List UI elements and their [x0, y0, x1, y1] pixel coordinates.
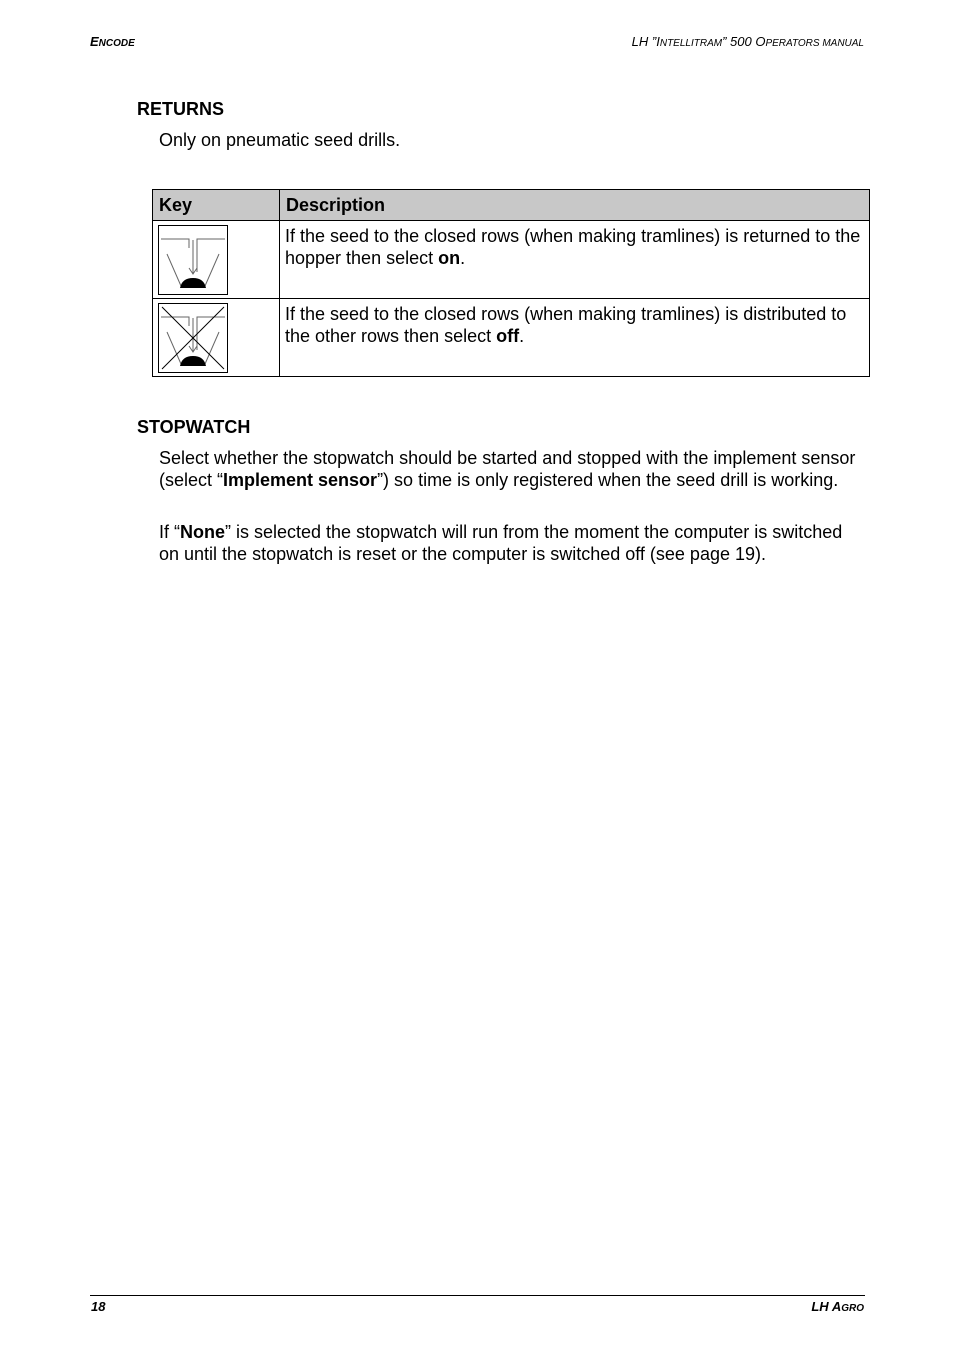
- key-cell: [153, 299, 280, 377]
- stopwatch-paragraph-2: If “None” is selected the stopwatch will run from the moment the computer is switched on until the stopwatch is reset or the computer is switched off (see page 19).: [159, 522, 843, 564]
- returns-off-icon: [158, 303, 228, 373]
- returns-key-table: [152, 189, 870, 377]
- description-cell: If the seed to the closed rows (when making tramlines) is returned to the hopper then select on.: [280, 221, 870, 299]
- table-row: [153, 221, 870, 299]
- key-cell: [153, 221, 280, 299]
- returns-intro: Only on pneumatic seed drills.: [159, 130, 401, 150]
- footer-brand: LH AGRO: [811, 1299, 864, 1314]
- running-header-right: LH ”INTELLITRAM” 500 OPERATORS MANUAL: [631, 34, 864, 49]
- table-row: [153, 299, 870, 377]
- description-cell: If the seed to the closed rows (when making tramlines) is distributed to the other rows then select off.: [280, 299, 870, 377]
- footer-rule: [90, 1295, 865, 1296]
- running-header-left: ENCODE: [90, 34, 135, 49]
- returns-heading: RETURNS: [137, 99, 225, 119]
- returns-on-icon: [158, 225, 228, 295]
- description-column-header: Description: [280, 190, 870, 221]
- stopwatch-heading: STOPWATCH: [137, 417, 251, 437]
- key-column-header: Key: [153, 190, 280, 221]
- page-number: 18: [91, 1299, 106, 1314]
- table-header-row: [153, 190, 870, 221]
- stopwatch-paragraph-1: Select whether the stopwatch should be started and stopped with the implement sensor (select “Implement sensor”) so time is only registered when the seed drill is working.: [159, 448, 856, 490]
